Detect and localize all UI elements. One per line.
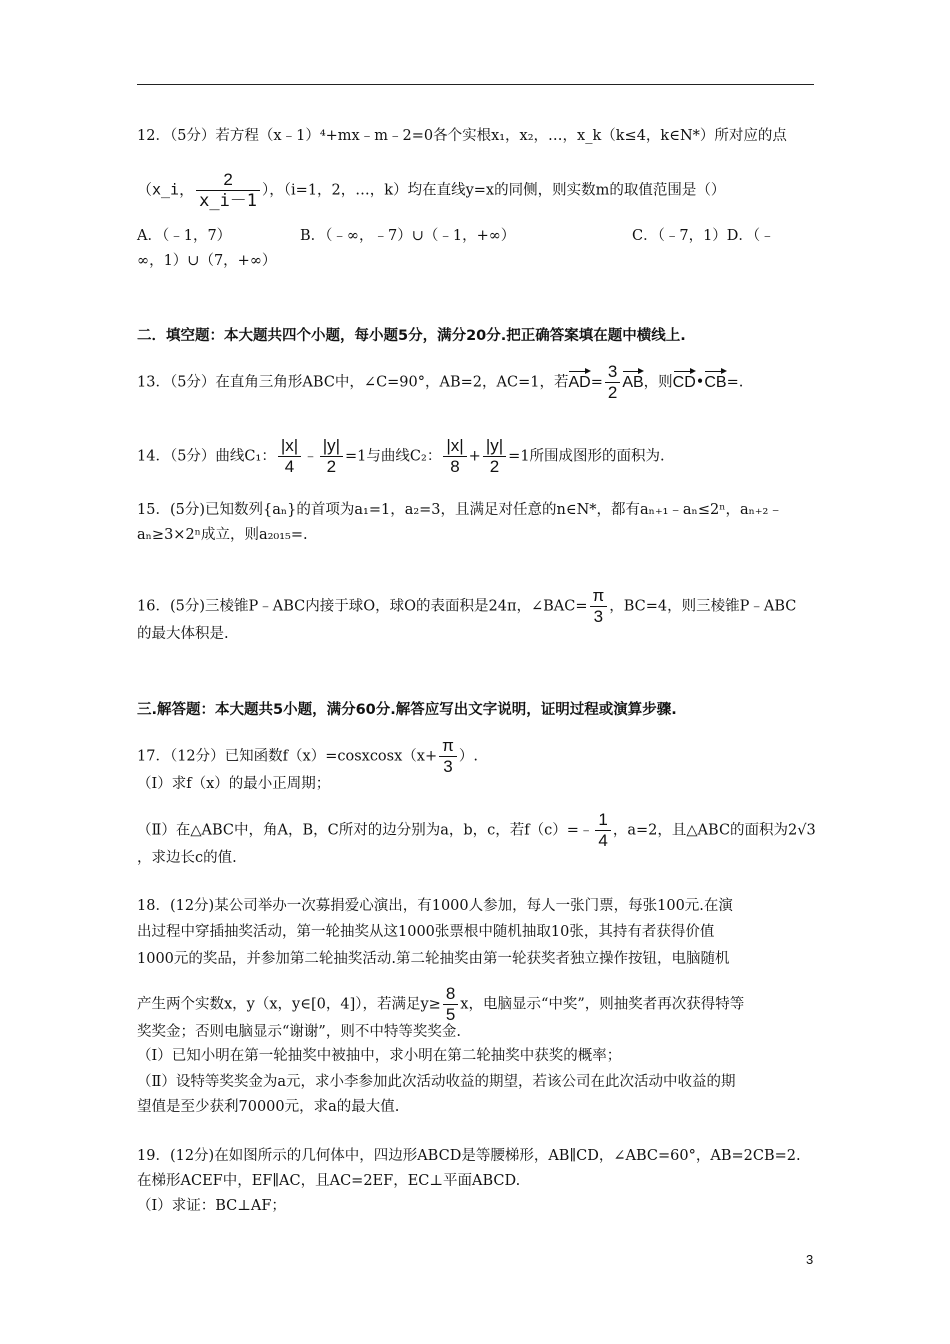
- q18-line2: 出过程中穿插抽奖活动，第一轮抽奖从这1000张票根中随机抽取10张，其持有者获得价值: [137, 924, 715, 940]
- q18-line6: （Ⅰ）已知小明在第一轮抽奖中被抽中，求小明在第二轮抽奖中获奖的概率；: [137, 1048, 622, 1064]
- q12-option-d-cont: ∞，1）∪（7，+∞）: [137, 253, 277, 269]
- q12-option-b: B．（﹣∞，﹣7）∪（﹣1，+∞）: [300, 228, 516, 244]
- q14: 14．（5分）曲线C₁： $\frac{|x|}{4}$ ﹣ $\frac{|y|}{2}$ =1与曲线C₂： $\frac{|x|}{8}$ + $\frac{|y|}{2}$ =1所围成图形的面积为.: [137, 436, 665, 476]
- q13: 13．（5分）在直角三角形ABC中，∠C=90°，AB=2，AC=1，若AD= $\frac{3}{2}$ AB，则CD•CB=.: [137, 362, 744, 402]
- q16-line1: 16．(5分)三棱锥P﹣ABC内接于球O，球O的表面积是24π，∠BAC= $\frac{\pi}{3}$ ，BC=4，则三棱锥P﹣ABC: [137, 586, 797, 626]
- q12-line2-text: ），（i=1，2，…，k）均在直线y=x的同侧，则实数m的取值范围是（）: [262, 182, 726, 199]
- q17-part1: （Ⅰ）求f（x）的最小正周期；: [137, 776, 331, 792]
- q18-line1: 18．(12分)某公司举办一次募捐爱心演出，有1000人参加，每人一张门票，每张100元.在演: [137, 898, 733, 914]
- q12-fraction: $\frac{2}{x\_i-1}$: [196, 170, 260, 211]
- q18-line4: 产生两个实数x，y（x，y∈[0，4]），若满足y≥ $\frac{8}{5}$ x，电脑显示“中奖”，则抽奖者再次获得特等: [137, 984, 745, 1024]
- section-fill-title: 二．填空题：本大题共四个小题，每小题5分，满分20分.把正确答案填在题中横线上.: [137, 328, 686, 344]
- q17-part2: （Ⅱ）在△ABC中，角A，B，C所对的边分别为a，b，c，若f（c）=﹣ $\frac{1}{4}$ ，a=2，且△ABC的面积为2√3: [137, 810, 816, 850]
- page-number: 3: [806, 1252, 814, 1267]
- vector-ad: AD: [568, 367, 590, 393]
- vector-ab: AB: [622, 367, 643, 393]
- q19-line3: （Ⅰ）求证：BC⊥AF；: [137, 1198, 286, 1214]
- vector-cd: CD: [673, 367, 696, 393]
- q18-line5: 奖奖金；否则电脑显示“谢谢”，则不中特等奖奖金.: [137, 1024, 461, 1040]
- q17-line1: 17．（12分）已知函数f（x）=cosxcosx（x+ $\frac{\pi}{3}$ ）.: [137, 736, 478, 776]
- q19-line1: 19．(12分)在如图所示的几何体中，四边形ABCD是等腰梯形，AB∥CD，∠ABC=60°，AB=2CB=2.: [137, 1148, 801, 1164]
- q12-line1: 12．（5分）若方程（x﹣1）⁴+mx﹣m﹣2=0各个实根x₁，x₂，…，x_k（k≤4，k∈N*）所对应的点: [137, 128, 787, 144]
- q17-part2-cont: ，求边长c的值.: [137, 850, 237, 866]
- q12-point-open: （x_i，: [137, 180, 195, 199]
- q19-line2: 在梯形ACEF中，EF∥AC，且AC=2EF，EC⊥平面ABCD.: [137, 1173, 521, 1189]
- q18-line7: （Ⅱ）设特等奖奖金为a元，求小李参加此次活动收益的期望，若该公司在此次活动中收益的期: [137, 1074, 736, 1090]
- q12-option-a: A．（﹣1，7）: [137, 228, 232, 244]
- q16-line2: 的最大体积是.: [137, 626, 229, 642]
- q15-line1: 15．(5分)已知数列{aₙ}的首项为a₁=1，a₂=3，且满足对任意的n∈N*，都有aₙ₊₁﹣aₙ≤2ⁿ，aₙ₊₂﹣: [137, 502, 783, 518]
- q15-line2: aₙ≥3×2ⁿ成立，则a₂₀₁₅=.: [137, 527, 308, 543]
- header-rule: [137, 84, 814, 85]
- q18-line8: 望值是至少获利70000元，求a的最大值.: [137, 1099, 400, 1115]
- q18-line3: 1000元的奖品，并参加第二轮抽奖活动.第二轮抽奖由第一轮获奖者独立操作按钮，电脑随机: [137, 951, 730, 967]
- section-solve-title: 三.解答题：本大题共5小题，满分60分.解答应写出文字说明，证明过程或演算步骤.: [137, 702, 677, 718]
- q12-line2: [137, 170, 725, 211]
- q12-option-cd: C．（﹣7，1）D．（﹣: [632, 228, 775, 244]
- vector-cb: CB: [704, 367, 726, 393]
